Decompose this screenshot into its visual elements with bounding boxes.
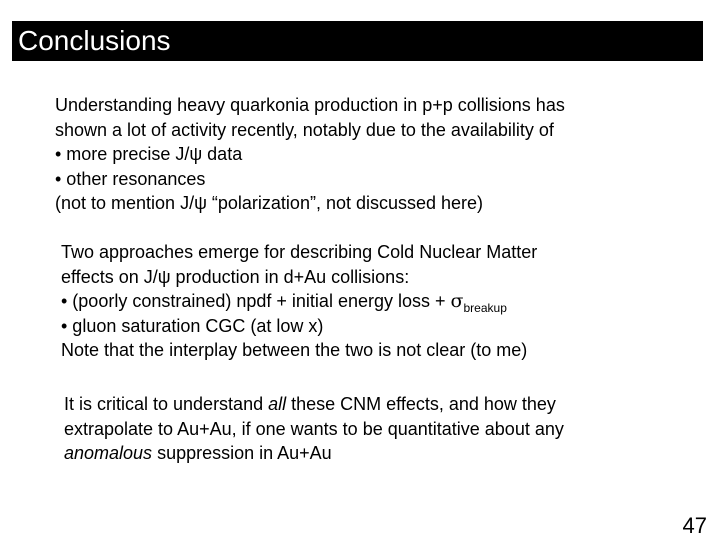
page-number: 47 — [682, 513, 707, 538]
bullet-item — [61, 289, 537, 314]
text-run: suppression in Au+Au — [152, 443, 332, 463]
paragraph-line: effects on J/ψ production in d+Au collisions: — [61, 266, 410, 287]
text-run: these CNM effects, and how they — [286, 394, 556, 414]
paragraph-line — [64, 441, 564, 466]
sigma-subscript: breakup — [463, 301, 507, 315]
text-run: It is critical to understand — [64, 394, 269, 414]
paragraph-line: (not to mention J/ψ “polarization”, not discussed here) — [55, 193, 484, 213]
paragraph-line: Understanding heavy quarkonia production in p+p collisions has — [55, 95, 565, 115]
bullet-item: • more precise J/ψ data — [55, 144, 243, 164]
paragraph-cnm-approaches — [61, 240, 537, 363]
emphasis-text: anomalous — [64, 443, 153, 463]
paragraph-line: extrapolate to Au+Au, if one wants to be quantitative about any — [64, 418, 564, 439]
paragraph-cnm-critical — [64, 392, 564, 466]
paragraph-line — [64, 392, 564, 417]
paragraph-line: Two approaches emerge for describing Cold Nuclear Matter — [61, 242, 538, 262]
paragraph-pp-quarkonia — [55, 93, 565, 216]
paragraph-line: Note that the interplay between the two is not clear (to me) — [61, 340, 528, 360]
bullet-text: • (poorly constrained) npdf + initial energy loss + — [61, 291, 451, 311]
sigma-symbol: σ — [450, 290, 464, 312]
bullet-item: • gluon saturation CGC (at low x) — [61, 315, 324, 336]
slide-title: Conclusions — [18, 25, 171, 56]
bullet-item: • other resonances — [55, 168, 206, 189]
title-bar — [12, 21, 703, 61]
paragraph-line: shown a lot of activity recently, notably due to the availability of — [55, 119, 554, 140]
emphasis-text: all — [268, 394, 287, 414]
